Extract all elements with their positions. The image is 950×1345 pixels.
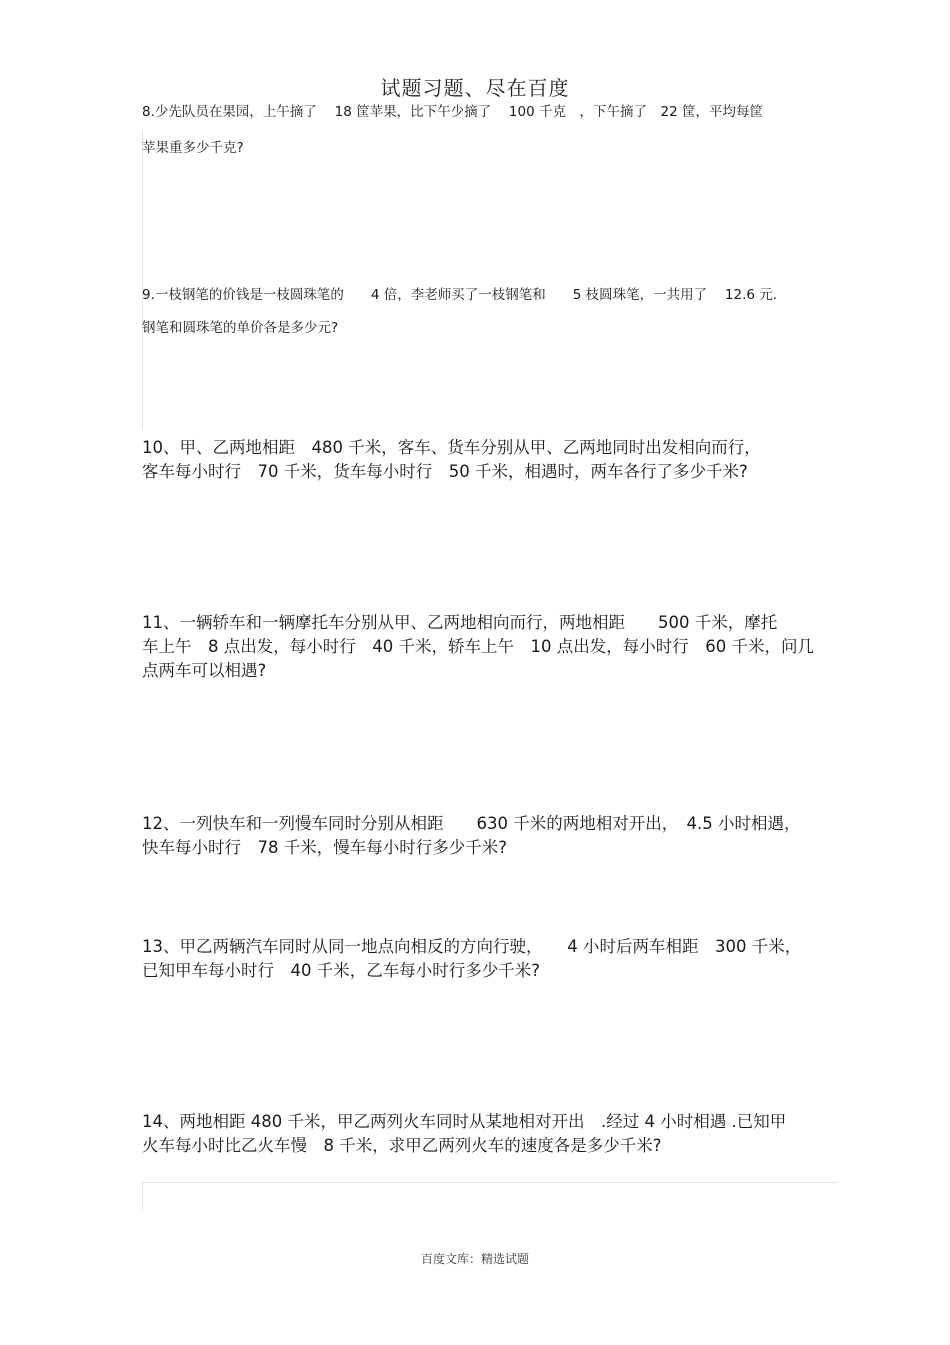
question-12 <box>142 813 838 861</box>
margin-line <box>142 1183 143 1211</box>
question-line: 快车每小时行 78 千米，慢车每小时行多少千米? <box>142 838 507 857</box>
page-header: 试题习题、尽在百度 <box>380 76 570 100</box>
question-line: 点两车可以相遇? <box>142 661 267 680</box>
question-9 <box>142 287 838 353</box>
question-line: 9.一枝钢笔的价钱是一枝圆珠笔的 4 倍，李老师买了一枝钢笔和 5 枝圆珠笔，一共用了 12.6 元． <box>142 287 787 303</box>
question-line: 车上午 8 点出发，每小时行 40 千米，轿车上午 10 点出发，每小时行 60 千米，问几 <box>142 637 814 656</box>
question-line: 客车每小时行 70 千米，货车每小时行 50 千米，相遇时，两车各行了多少千米? <box>142 462 748 481</box>
question-line: 已知甲车每小时行 40 千米，乙车每小时行多少千米? <box>142 961 540 980</box>
page-footer: 百度文库：精选试题 <box>420 1252 529 1266</box>
question-line: 钢笔和圆珠笔的单价各是多少元? <box>142 320 339 336</box>
question-line: 11、一辆轿车和一辆摩托车分别从甲、乙两地相向而行，两地相距 500 千米，摩托 <box>142 613 778 632</box>
question-line: 苹果重多少千克? <box>142 140 244 156</box>
question-line: 8.少先队员在果园，上午摘了 18 筐苹果，比下午少摘了 100 千克 ，下午摘了 22 筐，平均每筐 <box>142 104 763 120</box>
question-line: 14、两地相距 480 千米，甲乙两列火车同时从某地相对开出 .经过 4 小时相遇 .已知甲 <box>142 1112 787 1131</box>
question-line: 12、一列快车和一列慢车同时分别从相距 630 千米的两地相对开出， 4.5 小时相遇， <box>142 814 801 833</box>
question-8 <box>142 104 838 176</box>
question-11 <box>142 612 838 684</box>
question-line: 10、甲、乙两地相距 480 千米，客车、货车分别从甲、乙两地同时出发相向而行， <box>142 438 761 457</box>
divider <box>142 1182 838 1183</box>
question-13 <box>142 936 838 984</box>
question-10 <box>142 437 838 485</box>
question-14 <box>142 1111 838 1159</box>
question-line: 13、甲乙两辆汽车同时从同一地点向相反的方向行驶， 4 小时后两车相距 300 千米， <box>142 937 802 956</box>
question-line: 火车每小时比乙火车慢 8 千米，求甲乙两列火车的速度各是多少千米? <box>142 1136 662 1155</box>
